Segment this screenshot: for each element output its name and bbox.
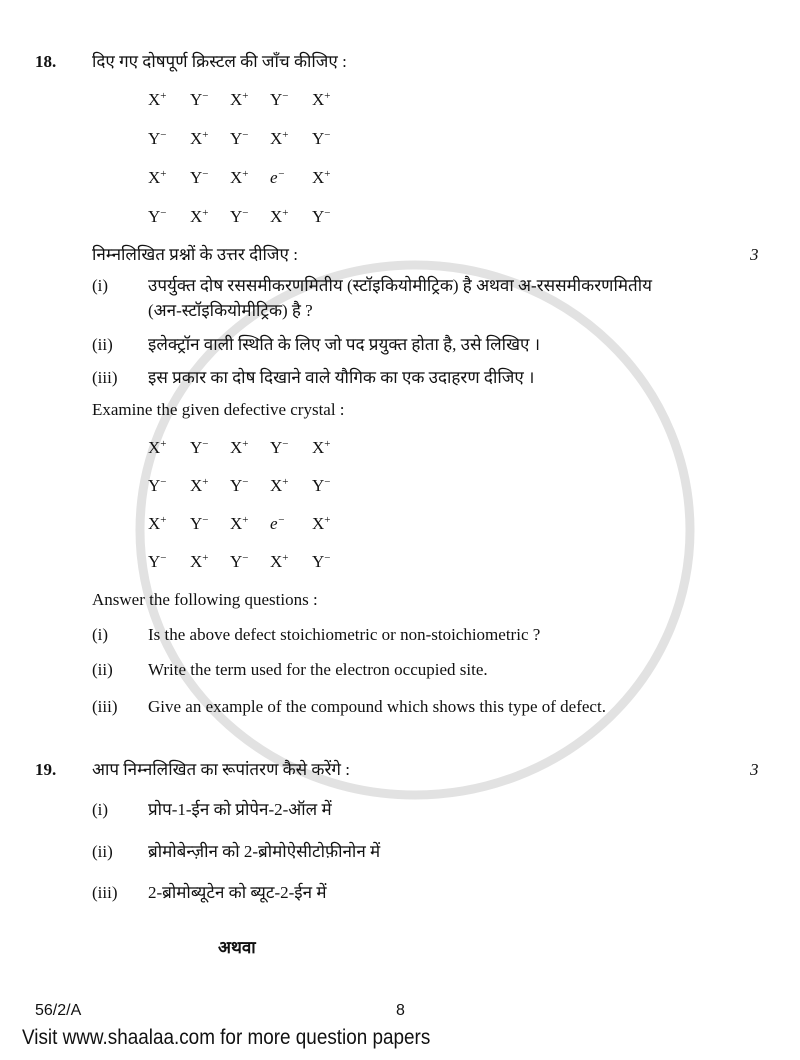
ion-charge: + (242, 90, 249, 102)
q18-english-item-label: (i) (92, 625, 109, 644)
crystal-ion (230, 476, 249, 496)
q19-marks: 3 (750, 760, 759, 779)
or-heading: अथवा (218, 938, 256, 957)
crystal-ion (190, 129, 209, 149)
crystal-ion (190, 168, 209, 188)
ion-charge: + (324, 168, 331, 180)
crystal-ion (190, 514, 209, 534)
crystal-ion (312, 90, 331, 110)
ion-symbol: X (148, 514, 161, 533)
ion-symbol: X (270, 552, 283, 571)
crystal-ion (270, 438, 289, 458)
ion-charge: − (202, 90, 209, 102)
ion-charge: − (242, 476, 249, 488)
q18-hindi-item-text: उपर्युक्त दोष रससमीकरणमितीय (स्टॉइकियोमीट्रिक) है अथवा अ-रससमीकरणमितीय (148, 276, 652, 295)
paper-code: 56/2/A (35, 1002, 82, 1019)
ion-charge: − (202, 514, 209, 526)
q18-english-item-text: Write the term used for the electron occupied site. (148, 660, 488, 679)
q18-english-prompt: Answer the following questions : (92, 590, 318, 609)
q18-hindi-item-label: (iii) (92, 368, 118, 387)
q18-hindi-item-text: इस प्रकार का दोष दिखाने वाले यौगिक का एक उदाहरण दीजिए । (148, 368, 535, 387)
ion-symbol: X (148, 438, 161, 457)
ion-symbol: Y (270, 90, 283, 109)
crystal-ion (312, 129, 331, 149)
q18-english-item-text: Give an example of the compound which shows this type of defect. (148, 697, 606, 716)
ion-symbol: Y (148, 552, 161, 571)
crystal-ion (230, 552, 249, 572)
ion-symbol: X (148, 168, 161, 187)
ion-symbol: Y (230, 552, 243, 571)
crystal-ion (312, 514, 331, 534)
ion-symbol: Y (230, 207, 243, 226)
ion-charge: + (324, 438, 331, 450)
ion-charge: − (160, 207, 167, 219)
q18-english-item-text: Is the above defect stoichiometric or non-stoichiometric ? (148, 625, 541, 644)
crystal-ion (270, 552, 289, 572)
ion-charge: + (160, 90, 167, 102)
ion-charge: − (324, 129, 331, 141)
ion-charge: − (324, 552, 331, 564)
ion-symbol: e (270, 168, 278, 187)
crystal-ion (148, 438, 167, 458)
q18-hindi-item-label: (i) (92, 276, 109, 295)
crystal-ion (148, 90, 167, 110)
q19-item-label: (iii) (92, 883, 118, 902)
ion-symbol: X (190, 552, 203, 571)
q18-english-intro: Examine the given defective crystal : (92, 400, 345, 419)
ion-symbol: Y (270, 438, 283, 457)
q18-english-item-label: (ii) (92, 660, 113, 679)
ion-symbol: Y (190, 438, 203, 457)
crystal-ion (230, 90, 249, 110)
q19-intro: आप निम्नलिखित का रूपांतरण कैसे करेंगे : (92, 760, 350, 779)
q19-item-label: (i) (92, 800, 109, 819)
crystal-ion (148, 207, 167, 227)
ion-charge: − (282, 90, 289, 102)
crystal-ion (230, 438, 249, 458)
ion-charge: + (242, 168, 249, 180)
crystal-ion (312, 552, 331, 572)
ion-charge: + (160, 438, 167, 450)
ion-charge: − (282, 438, 289, 450)
ion-symbol: X (312, 438, 325, 457)
ion-charge: + (324, 514, 331, 526)
ion-charge: − (160, 552, 167, 564)
ion-symbol: X (190, 129, 203, 148)
crystal-ion (312, 168, 331, 188)
ion-symbol: Y (190, 168, 203, 187)
ion-charge: + (242, 514, 249, 526)
crystal-ion (148, 168, 167, 188)
crystal-ion (270, 129, 289, 149)
crystal-ion (270, 207, 289, 227)
ion-symbol: X (312, 168, 325, 187)
q18-hindi-item-label: (ii) (92, 335, 113, 354)
page-number: 8 (396, 1002, 405, 1019)
ion-symbol: Y (148, 476, 161, 495)
ion-symbol: Y (190, 90, 203, 109)
ion-charge: − (324, 476, 331, 488)
crystal-ion (270, 514, 285, 534)
ion-charge: + (242, 438, 249, 450)
promo-link[interactable]: Visit www.shaalaa.com for more question papers (22, 1026, 431, 1049)
crystal-ion (230, 129, 249, 149)
ion-charge: − (242, 207, 249, 219)
ion-symbol: X (270, 129, 283, 148)
crystal-ion (190, 207, 209, 227)
q18-english-item-label: (iii) (92, 697, 118, 716)
crystal-ion (148, 514, 167, 534)
crystal-ion (230, 514, 249, 534)
ion-charge: − (277, 514, 285, 526)
crystal-ion (148, 476, 167, 496)
q18-hindi-item-text-cont: (अन-स्टॉइकियोमीट्रिक) है ? (148, 301, 313, 320)
ion-symbol: X (270, 207, 283, 226)
ion-symbol: X (230, 438, 243, 457)
ion-charge: − (277, 168, 285, 180)
crystal-ion (148, 129, 167, 149)
ion-symbol: Y (230, 129, 243, 148)
crystal-ion (270, 476, 289, 496)
crystal-ion (312, 476, 331, 496)
ion-charge: + (160, 168, 167, 180)
ion-symbol: X (230, 90, 243, 109)
ion-symbol: Y (230, 476, 243, 495)
ion-symbol: e (270, 514, 278, 533)
ion-symbol: X (148, 90, 161, 109)
question-number-18: 18. (35, 52, 57, 71)
crystal-ion (190, 476, 209, 496)
ion-charge: + (282, 207, 289, 219)
ion-charge: + (202, 476, 209, 488)
ion-symbol: X (190, 207, 203, 226)
ion-charge: + (282, 476, 289, 488)
ion-charge: − (242, 552, 249, 564)
crystal-ion (230, 168, 249, 188)
ion-charge: − (324, 207, 331, 219)
ion-charge: + (202, 552, 209, 564)
crystal-ion (312, 438, 331, 458)
q19-item-text: 2-ब्रोमोब्यूटेन को ब्यूट-2-ईन में (148, 883, 327, 902)
q19-item-label: (ii) (92, 842, 113, 861)
ion-symbol: X (312, 90, 325, 109)
q19-item-text: प्रोप-1-ईन को प्रोपेन-2-ऑल में (148, 800, 332, 819)
ion-charge: − (160, 129, 167, 141)
crystal-ion (270, 90, 289, 110)
ion-charge: + (202, 129, 209, 141)
crystal-ion (190, 90, 209, 110)
ion-charge: + (202, 207, 209, 219)
ion-charge: − (202, 168, 209, 180)
ion-symbol: X (270, 476, 283, 495)
ion-symbol: Y (312, 476, 325, 495)
ion-symbol: Y (148, 129, 161, 148)
q18-hindi-intro: दिए गए दोषपूर्ण क्रिस्टल की जाँच कीजिए : (92, 52, 347, 71)
crystal-ion (230, 207, 249, 227)
q19-item-text: ब्रोमोबेन्ज़ीन को 2-ब्रोमोऐसीटोफ़ीनोन में (148, 842, 381, 861)
q18-marks: 3 (750, 245, 759, 264)
crystal-ion (312, 207, 331, 227)
ion-symbol: Y (148, 207, 161, 226)
ion-symbol: X (230, 168, 243, 187)
ion-charge: − (160, 476, 167, 488)
ion-symbol: Y (190, 514, 203, 533)
q18-hindi-item-text: इलेक्ट्रॉन वाली स्थिति के लिए जो पद प्रयुक्त होता है, उसे लिखिए । (148, 335, 541, 354)
ion-symbol: Y (312, 207, 325, 226)
ion-charge: + (282, 552, 289, 564)
ion-symbol: X (190, 476, 203, 495)
ion-charge: + (282, 129, 289, 141)
ion-symbol: X (230, 514, 243, 533)
ion-charge: − (202, 438, 209, 450)
crystal-ion (190, 552, 209, 572)
crystal-ion (190, 438, 209, 458)
ion-symbol: Y (312, 552, 325, 571)
ion-charge: + (324, 90, 331, 102)
ion-symbol: X (312, 514, 325, 533)
q18-hindi-prompt: निम्नलिखित प्रश्नों के उत्तर दीजिए : (92, 245, 298, 264)
ion-charge: − (242, 129, 249, 141)
ion-charge: + (160, 514, 167, 526)
crystal-ion (148, 552, 167, 572)
ion-symbol: Y (312, 129, 325, 148)
question-number-19: 19. (35, 760, 57, 779)
crystal-ion (270, 168, 285, 188)
